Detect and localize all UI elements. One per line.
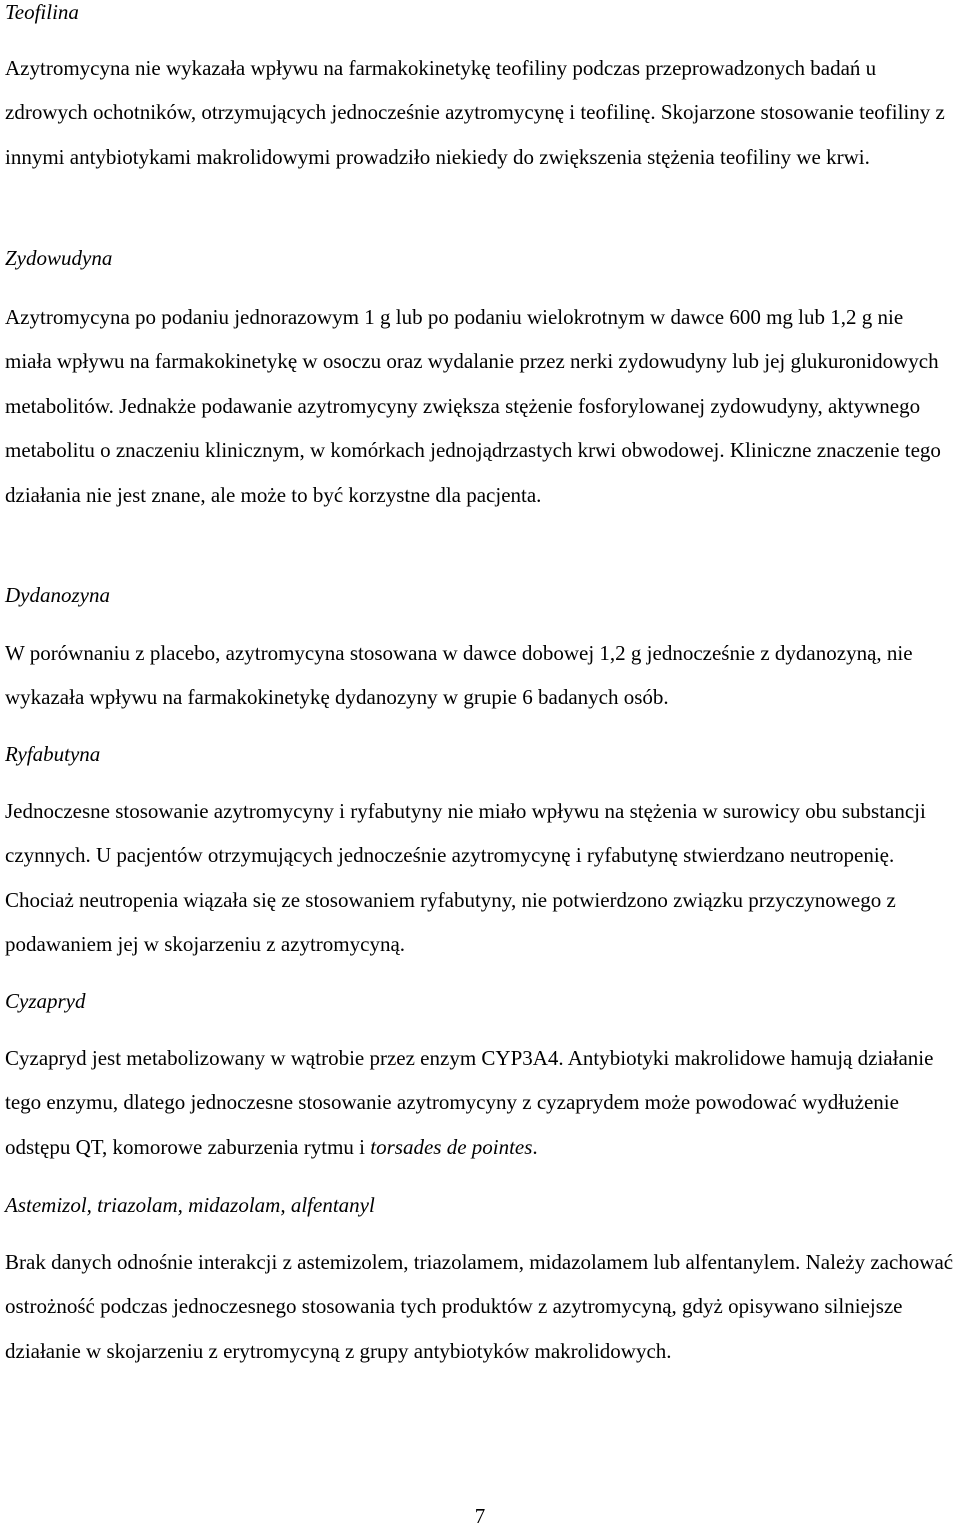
section-paragraph: Azytromycyna nie wykazała wpływu na farmakokinetykę teofiliny podczas przeprowadzonych badań u zdrowych ochotników, otrzymujących jednocześnie azytromycynę i teofilinę. Skojarzone stosowanie teofiliny z innymi antybiotykami makrolidowymi prowadziło niekiedy do zwiększenia stężenia teofiliny we krwi. — [5, 56, 945, 169]
section-heading: Astemizol, triazolam, midazolam, alfentanyl — [5, 1193, 375, 1217]
section-heading: Cyzapryd — [5, 989, 86, 1013]
section-paragraph: Azytromycyna po podaniu jednorazowym 1 g lub po podaniu wielokrotnym w dawce 600 mg lub 1,2 g nie miała wpływu na farmakokinetykę w osoczu oraz wydalanie przez nerki zydowudyny lub jej glukuronidowych metabolitów. Jednakże podawanie azytromycyny zwiększa stężenie fosforylowanej zydowudyny, aktywnego metabolitu o znaczeniu klinicznym, w komórkach jednojądrzastych krwi obwodowej. Kliniczne znaczenie tego działania nie jest znane, ale może to być korzystne dla pacjenta. — [5, 305, 941, 507]
paragraph-end: . — [532, 1134, 538, 1159]
section-heading: Ryfabutyna — [5, 742, 101, 766]
section-heading: Dydanozyna — [5, 583, 110, 607]
section-paragraph: W porównaniu z placebo, azytromycyna stosowana w dawce dobowej 1,2 g jednocześnie z dydanozyną, nie wykazała wpływu na farmakokinetykę dydanozyny w grupie 6 badanych osób. — [5, 641, 913, 710]
section-heading: Zydowudyna — [5, 246, 113, 270]
section-paragraph: Jednoczesne stosowanie azytromycyny i ryfabutyny nie miało wpływu na stężenia w surowicy obu substancji czynnych. U pacjentów otrzymujących jednocześnie azytromycynę i ryfabutynę stwierdzano neutropenię. Chociaż neutropenia wiązała się ze stosowaniem ryfabutyny, nie potwierdzono związku przyczynowego z podawaniem jej w skojarzeniu z azytromycyną. — [5, 799, 926, 957]
page-number: 7 — [474, 1504, 486, 1528]
section-paragraph: Brak danych odnośnie interakcji z astemizolem, triazolamem, midazolamem lub alfentanylem. Należy zachować ostrożność podczas jednoczesnego stosowania tych produktów z azytromycyną, gdyż opisywano silniejsze działanie w skojarzeniu z erytromycyną z grupy antybiotyków makrolidowych. — [5, 1250, 954, 1363]
section-paragraph — [5, 1036, 955, 1169]
paragraph-text: Cyzapryd jest metabolizowany w wątrobie przez enzym CYP3A4. Antybiotyki makrolidowe hamują działanie tego enzymu, dlatego jednoczesne stosowanie azytromycyny z cyzaprydem może powodować wydłużenie odstępu QT, komorowe zaburzenia rytmu i — [5, 1046, 934, 1159]
paragraph-italic-term: torsades de pointes — [370, 1134, 533, 1159]
section-heading: Teofilina — [5, 0, 79, 24]
